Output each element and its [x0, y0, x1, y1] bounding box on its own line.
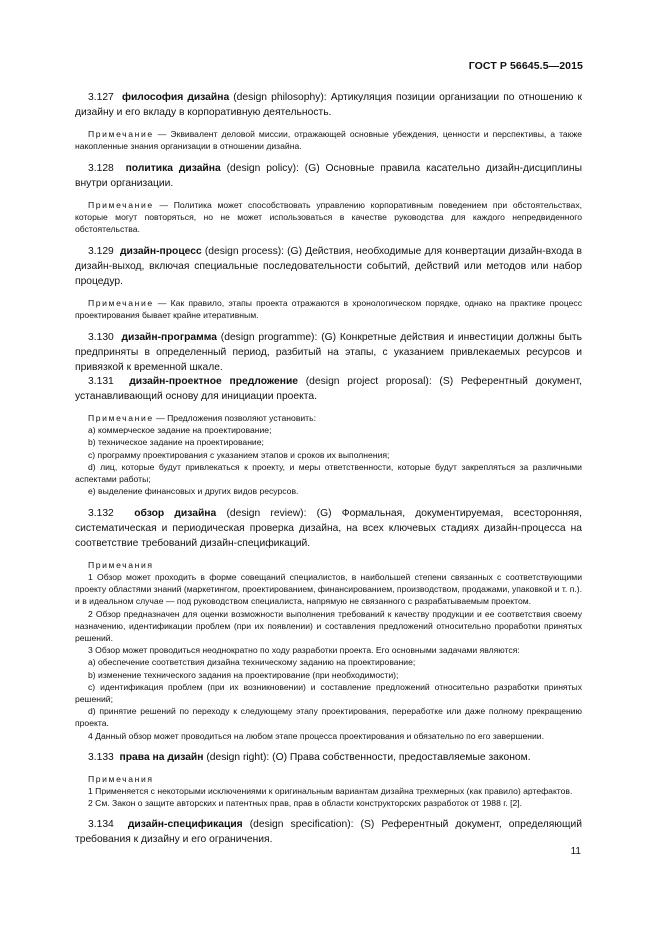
term-definition: (design project proposal): (S) Референтный документ, устанавливающий основу для инициации проекта. [75, 376, 582, 403]
term-name: философия дизайна [121, 92, 230, 103]
term-name: дизайн-проектное предложение [129, 376, 299, 388]
list-item: b) техническое задание на проектирование; [88, 437, 264, 448]
document-header [469, 60, 583, 72]
term-name: обзор дизайна [134, 508, 217, 520]
term-3-132 [75, 507, 582, 551]
note-3-127: Примечание — Эквивалент деловой миссии, отражающей основные убеждения, ценности и перспективы, а также накопленные знания организации в отношении дизайна. [75, 128, 583, 151]
note-label: Примечание [88, 128, 154, 139]
note-text: Предложения позволяют установить: [167, 412, 316, 423]
note-item: d) принятие решений по переходу к следующему этапу проектирования, переработке или даже полному прекращению проекта. [75, 706, 582, 729]
note-3-128: Примечание — Политика может способствовать управлению корпоративным поведением при обстоятельствах, которые могут повторяться, но не может использоваться в качестве руководства для каждого непредвиденного обстоятельства. [75, 199, 583, 234]
term-definition: (design process): (G) Действия, необходимые для конвертации дизайн-входа в дизайн-выход, включая специальные последовательности событий, действий или методов или набор процедур. [75, 246, 582, 287]
note-item: 2 Обзор предназначен для оценки возможности выполнения требований к качеству продукции и ее соответствия своему назначению, идентификации проблем (при их появлении) и составления предложений относительно проработки принятых решений. [75, 608, 582, 644]
term-definition: (design review): (G) Формальная, документируемая, всесторонняя, систематическая и периодическая проверка дизайна, на всех ключевых стадиях дизайн-процесса на соответствие требований дизайн-спецификаций. [75, 508, 582, 549]
notes-heading: Примечания [88, 559, 154, 570]
note-item: a) обеспечение соответствия дизайна техническому заданию на проектирование; [88, 657, 416, 668]
term-definition: (design programme): (G) Конкретные действия и инвестиции должны быть предприняты в определенный период, разбитый на этапы, с указанием привлекаемых ресурсов и привязкой к временной шкале. [75, 332, 582, 373]
term-3-127 [75, 91, 582, 121]
term-definition: (design policy): (G) Основные правила касательно дизайн-дисциплины внутри организации. [75, 163, 582, 189]
list-item: c) программу проектирования с указанием этапов и сроков их выполнения; [88, 449, 390, 460]
list-item: e) выделение финансовых и других видов ресурсов. [88, 486, 299, 497]
term-number: 3.133 [88, 751, 114, 763]
term-3-128 [75, 162, 582, 192]
note-label: Примечание [88, 412, 154, 423]
note-item: 3 Обзор может проводиться неоднократно по ходу разработки проекта. Его основными задачами являются: [88, 645, 520, 656]
term-number: 3.128 [88, 163, 114, 174]
note-3-131: Примечание — Предложения позволяют установить: [88, 412, 316, 423]
notes-heading: Примечания [88, 773, 154, 784]
note-item: c) идентификация проблем (при их возникновении) и составление предложений относительно разработки принятых решений; [75, 681, 582, 705]
list-item: d) лиц, которые будут привлекаться к проекту, и меры ответственности, которые будут закрепляться за различными аспектами работы; [75, 461, 582, 484]
term-name: дизайн-спецификация [127, 819, 243, 831]
page-content [75, 91, 582, 848]
note-text: Эквивалент деловой миссии, отражающей основные убеждения, ценности и перспективы, а также накопленные знания организации в отношении дизайна. [75, 128, 583, 151]
term-number: 3.134 [88, 819, 114, 831]
term-3-130 [75, 331, 582, 375]
note-item: 1 Применяется с некоторыми исключениями к оригинальным вариантам дизайна трехмерных (как правило) артефактов. [88, 785, 573, 796]
standard-id: ГОСТ Р 56645.5—2015 [468, 60, 583, 72]
term-number: 3.129 [88, 246, 114, 258]
term-definition: (design philosophy): Артикуляция позиции организации по отношению к дизайну и его вкладу в корпоративную деятельность. [75, 92, 582, 118]
term-3-131 [75, 375, 582, 405]
note-label: Примечание [88, 199, 154, 210]
term-name: права на дизайн [119, 751, 204, 763]
note-item: 2 См. Закон о защите авторских и патентных прав, прав в области конструкторских разработок от 1988 г. [2]. [88, 798, 523, 809]
term-definition: (design right): (O) Права собственности, предоставляемые законом. [203, 751, 531, 763]
term-3-134 [75, 818, 582, 848]
page-number: 11 [570, 846, 581, 857]
note-item: 1 Обзор может проходить в форме совещаний специалистов, в наибольшей степени связанных с соответствующими проекту областями знаний (маркетингом, проектированием, финансированием, производством, продажами, упаковкой и т. п.). и в идеальном случае — под руководством специалиста, напрямую не связанного с разрабатываемым проектом. [75, 572, 582, 607]
term-number: 3.131 [88, 376, 114, 388]
note-3-129: Примечание — Как правило, этапы проекта отражаются в хронологическом порядке, однако на практике процесс проектирования бывает крайне итеративным. [75, 297, 583, 320]
term-name: дизайн-программа [121, 332, 217, 343]
term-definition: (design specification): (S) Референтный документ, определяющий требования к дизайну и его ограничения. [75, 819, 582, 846]
note-label: Примечание [88, 297, 154, 308]
note-text: Политика может способствовать управлению корпоративным поведением при обстоятельствах, которые могут повторяться, но не может использоваться в качестве руководства для каждого непредвиденного обстоятельства. [75, 199, 583, 234]
term-name: политика дизайна [125, 163, 221, 174]
list-item: a) коммерческое задание на проектирование; [88, 425, 272, 436]
term-3-133 [75, 751, 582, 766]
note-text: Как правило, этапы проекта отражаются в хронологическом порядке, однако на практике процесс проектирования бывает крайне итеративным. [75, 297, 583, 320]
term-3-129 [75, 245, 582, 289]
term-number: 3.127 [88, 92, 114, 103]
note-item: b) изменение технического задания на проектирование (при необходимости); [88, 669, 399, 680]
note-item: 4 Данный обзор может проводиться на любом этапе процесса проектирования и обязательно по его завершении. [88, 730, 544, 741]
term-number: 3.130 [88, 332, 114, 343]
term-number: 3.132 [88, 508, 114, 520]
term-name: дизайн-процесс [119, 246, 202, 258]
